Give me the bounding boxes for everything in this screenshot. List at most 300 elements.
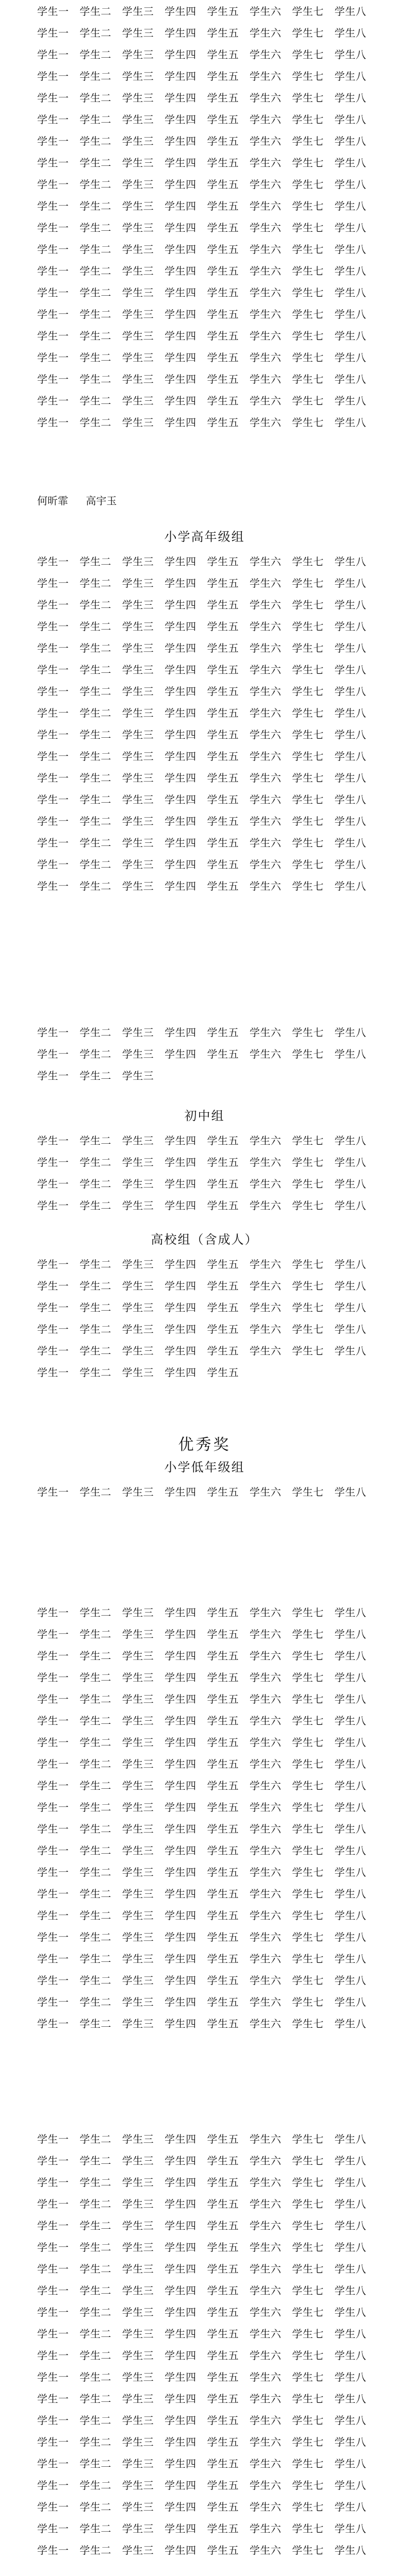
name-cell: 学生六 [249,2479,282,2492]
name-cell: 学生四 [165,2241,197,2253]
name-cell: 学生八 [334,1758,367,1770]
name-cell: 学生一 [37,1693,69,1705]
name-cell: 学生四 [165,1780,197,1792]
name-cell: 学生四 [165,27,197,39]
name-cell: 学生八 [334,2436,367,2448]
name-cell: 学生五 [207,2133,239,2145]
section-title-s4: 高校组（含成人） [151,1232,258,1247]
name-cell: 学生四 [165,1844,197,1857]
name-cell: 学生四 [165,2155,197,2167]
name-cell: 学生七 [292,92,324,104]
name-cell: 学生一 [37,157,69,169]
name-cell: 学生四 [165,1258,197,1270]
name-cell: 学生八 [334,2522,367,2535]
name-cell: 学生一 [37,2284,69,2297]
name-cell: 学生四 [165,135,197,147]
name-cell: 学生三 [122,728,154,741]
name-cell: 学生四 [165,1931,197,1943]
name-cell: 学生三 [122,2436,154,2448]
name-cell: 学生六 [249,70,282,82]
name-cell: 学生五 [207,1323,239,1335]
name-cell: 学生八 [334,1844,367,1857]
name-cell: 学生五 [207,2349,239,2362]
name-cell: 学生八 [334,48,367,61]
name-cell: 学生七 [292,373,324,385]
name-cell: 学生一 [37,330,69,342]
name-cell: 学生二 [79,70,111,82]
name-cell: 学生七 [292,620,324,633]
name-cell: 学生二 [79,1366,111,1379]
name-cell: 学生二 [79,157,111,169]
name-cell: 学生五 [207,222,239,234]
name-cell: 学生二 [79,1606,111,1619]
name-cell: 学生七 [292,2328,324,2340]
name-cell: 学生八 [334,2458,367,2470]
name-cell: 学生五 [207,837,239,849]
name-cell: 学生八 [334,1048,367,1060]
name-cell: 学生五 [207,2155,239,2167]
name-cell: 学生五 [207,1486,239,1498]
name-cell: 学生四 [165,2393,197,2405]
name-cell: 学生一 [37,1134,69,1147]
name-cell: 学生五 [207,577,239,589]
name-cell: 学生四 [165,728,197,741]
name-cell: 学生七 [292,555,324,568]
name-cell: 学生四 [165,1693,197,1705]
name-cell: 学生一 [37,1953,69,1965]
name-cell: 学生七 [292,664,324,676]
name-cell: 学生一 [37,373,69,385]
name-cell: 学生七 [292,1758,324,1770]
name-cell: 学生四 [165,1156,197,1168]
name-cell: 学生四 [165,351,197,364]
name-cell: 学生三 [122,2155,154,2167]
name-cell: 学生六 [249,2371,282,2383]
name-cell: 学生五 [207,157,239,169]
name-cell: 学生七 [292,2198,324,2210]
name-cell: 学生七 [292,2544,324,2556]
name-cell: 学生三 [122,308,154,320]
name-cell: 学生二 [79,1758,111,1770]
name-cell: 学生七 [292,1323,324,1335]
name-cell: 学生四 [165,1715,197,1727]
name-cell: 学生八 [334,1345,367,1357]
name-cell: 学生四 [165,2219,197,2232]
name-cell: 学生三 [122,1844,154,1857]
name-cell: 学生七 [292,178,324,191]
name-cell: 学生一 [37,1823,69,1835]
name-cell: 学生三 [122,70,154,82]
name-cell: 学生一 [37,1996,69,2008]
name-cell: 学生八 [334,1650,367,1662]
name-cell: 学生一 [37,2176,69,2189]
name-cell: 学生五 [207,351,239,364]
name-cell: 学生三 [122,330,154,342]
name-cell: 学生七 [292,2133,324,2145]
name-cell: 学生二 [79,837,111,849]
name-cell: 学生三 [122,1156,154,1168]
name-cell: 学生五 [207,1715,239,1727]
name-cell: 学生六 [249,27,282,39]
name-cell: 学生六 [249,2544,282,2556]
name-cell: 学生五 [207,728,239,741]
name-cell: 学生六 [249,1134,282,1147]
name-cell: 学生五 [207,1178,239,1190]
name-cell: 学生三 [122,1780,154,1792]
name-cell: 学生一 [37,395,69,407]
name-cell: 学生四 [165,222,197,234]
name-cell: 学生六 [249,1345,282,1357]
name-cell: 学生六 [249,286,282,299]
name-cell: 学生一 [37,27,69,39]
name-cell: 学生二 [79,1301,111,1314]
name-cell: 学生六 [249,1758,282,1770]
name-cell: 学生一 [37,135,69,147]
name-cell: 学生二 [79,793,111,806]
name-cell: 学生六 [249,880,282,892]
name-cell: 学生一 [37,1026,69,1039]
name-cell: 学生一 [37,2349,69,2362]
name-cell: 学生五 [207,1866,239,1878]
name-cell: 学生一 [37,222,69,234]
name-cell: 学生四 [165,750,197,762]
name-cell: 学生六 [249,1628,282,1640]
name-cell: 学生三 [122,1301,154,1314]
name-cell: 学生四 [165,200,197,212]
name-cell: 学生一 [37,286,69,299]
name-cell: 学生五 [207,1199,239,1212]
name-cell: 学生四 [165,5,197,18]
name-cell: 学生二 [79,243,111,256]
name-cell: 学生八 [334,265,367,277]
name-cell: 学生二 [79,772,111,784]
name-cell: 学生一 [37,1758,69,1770]
name-cell: 学生七 [292,750,324,762]
name-cell: 学生三 [122,880,154,892]
name-cell: 学生五 [207,1844,239,1857]
name-cell: 学生七 [292,1628,324,1640]
name-cell: 学生四 [165,2018,197,2030]
name-cell: 学生一 [37,1650,69,1662]
name-cell: 学生二 [79,880,111,892]
name-cell: 学生五 [207,1134,239,1147]
name-cell: 学生八 [334,5,367,18]
name-cell: 学生二 [79,728,111,741]
name-cell: 学生一 [37,1178,69,1190]
name-cell: 学生五 [207,2263,239,2275]
name-cell: 学生八 [334,2219,367,2232]
name-cell: 学生四 [165,330,197,342]
name-cell: 学生四 [165,1888,197,1900]
name-cell: 学生六 [249,1996,282,2008]
name-cell: 学生八 [334,27,367,39]
name-cell: 学生二 [79,1844,111,1857]
name-cell: 学生六 [249,1909,282,1922]
name-cell: 学生六 [249,599,282,611]
name-cell: 学生三 [122,1671,154,1684]
name-cell: 学生一 [37,5,69,18]
name-cell: 学生六 [249,1953,282,1965]
name-cell: 学生八 [334,1888,367,1900]
name-cell: 学生二 [79,1974,111,1987]
name-cell: 学生二 [79,330,111,342]
name-cell: 学生七 [292,286,324,299]
name-cell: 学生二 [79,1909,111,1922]
name-cell: 学生三 [122,2241,154,2253]
name-cell: 学生一 [37,1736,69,1749]
name-cell: 学生六 [249,1606,282,1619]
name-cell: 学生六 [249,1931,282,1943]
name-cell: 学生五 [207,1996,239,2008]
name-cell: 学生一 [37,1606,69,1619]
name-cell: 学生二 [79,2263,111,2275]
name-cell: 学生八 [334,2241,367,2253]
name-cell: 学生三 [122,2176,154,2189]
name-cell: 学生四 [165,2198,197,2210]
name-cell: 学生三 [122,1258,154,1270]
name-cell: 学生四 [165,2284,197,2297]
name-cell: 学生七 [292,416,324,429]
name-cell: 学生四 [165,286,197,299]
name-cell: 学生一 [37,2393,69,2405]
name-cell: 学生六 [249,2328,282,2340]
name-cell: 学生二 [79,135,111,147]
section-title-s3: 初中组 [184,1109,225,1123]
name-cell: 学生三 [122,395,154,407]
name-cell: 学生一 [37,1070,69,1082]
name-cell: 学生四 [165,1280,197,1292]
name-cell: 学生一 [37,1628,69,1640]
name-cell: 学生一 [37,2306,69,2318]
award-subtitle: 小学低年级组 [164,1460,245,1475]
name-cell: 学生三 [122,1888,154,1900]
name-cell: 学生三 [122,1931,154,1943]
name-cell: 学生二 [79,815,111,827]
name-cell: 学生三 [122,2133,154,2145]
name-cell: 学生三 [122,642,154,654]
name-cell: 学生一 [37,772,69,784]
name-cell: 学生一 [37,1323,69,1335]
name-cell: 学生四 [165,1345,197,1357]
name-cell: 学生一 [37,2501,69,2513]
name-cell: 学生五 [207,2371,239,2383]
name-cell: 学生三 [122,1715,154,1727]
name-cell: 学生八 [334,750,367,762]
name-cell: 学生五 [207,1931,239,1943]
name-cell: 学生五 [207,286,239,299]
name-cell: 学生四 [165,772,197,784]
name-cell: 学生三 [122,1280,154,1292]
name-cell: 学生二 [79,577,111,589]
name-cell: 学生三 [122,2458,154,2470]
name-cell: 学生六 [249,2241,282,2253]
name-cell: 学生六 [249,2176,282,2189]
name-cell: 学生二 [79,2306,111,2318]
name-cell: 学生六 [249,113,282,126]
name-cell: 学生三 [122,157,154,169]
name-cell: 学生三 [122,858,154,871]
name-cell: 学生一 [37,1866,69,1878]
name-cell: 学生七 [292,395,324,407]
name-cell: 学生三 [122,1909,154,1922]
name-cell: 学生五 [207,92,239,104]
name-cell: 学生五 [207,1888,239,1900]
name-cell: 学生四 [165,416,197,429]
name-cell: 学生六 [249,1258,282,1270]
name-cell: 学生六 [249,1301,282,1314]
name-cell: 学生七 [292,1888,324,1900]
name-cell: 学生八 [334,1715,367,1727]
name-cell: 学生七 [292,880,324,892]
name-cell: 学生七 [292,1974,324,1987]
name-cell: 学生八 [334,1199,367,1212]
name-cell: 学生六 [249,2219,282,2232]
name-cell: 学生七 [292,2241,324,2253]
name-cell: 学生六 [249,750,282,762]
name-cell: 学生三 [122,2522,154,2535]
name-cell: 学生三 [122,2544,154,2556]
name-cell: 学生四 [165,48,197,61]
name-cell: 学生二 [79,5,111,18]
name-cell: 学生五 [207,395,239,407]
name-cell: 学生四 [165,1486,197,1498]
name-cell: 学生六 [249,555,282,568]
name-cell: 学生五 [207,1026,239,1039]
name-cell: 学生二 [79,27,111,39]
name-cell: 学生八 [334,728,367,741]
name-cell: 学生二 [79,1931,111,1943]
name-cell: 学生五 [207,2306,239,2318]
name-cell: 学生七 [292,1715,324,1727]
name-cell: 学生二 [79,555,111,568]
names-grid-s1 [37,5,372,429]
name-cell: 学生三 [122,135,154,147]
name-cell: 学生一 [37,2436,69,2448]
name-cell: 学生一 [37,2133,69,2145]
name-cell: 学生八 [334,2544,367,2556]
name-cell: 学生一 [37,351,69,364]
name-cell: 学生三 [122,1134,154,1147]
name-cell: 学生六 [249,2284,282,2297]
name-cell: 学生六 [249,2198,282,2210]
name-cell: 学生七 [292,2522,324,2535]
name-cell: 学生四 [165,2133,197,2145]
name-cell: 学生八 [334,373,367,385]
name-cell: 学生七 [292,1801,324,1814]
name-cell: 学生四 [165,1671,197,1684]
name-cell: 学生七 [292,1280,324,1292]
name-cell: 学生六 [249,1048,282,1060]
name-cell: 学生一 [37,1974,69,1987]
name-cell: 学生八 [334,286,367,299]
name-cell: 学生四 [165,858,197,871]
name-cell: 学生八 [334,1801,367,1814]
name-cell: 学生六 [249,1280,282,1292]
name-cell: 学生四 [165,1628,197,1640]
name-cell: 学生八 [334,2371,367,2383]
name-cell: 学生八 [334,620,367,633]
name-cell: 学生二 [79,1996,111,2008]
name-cell: 学生七 [292,1199,324,1212]
name-cell: 学生二 [79,308,111,320]
name-cell: 学生二 [79,1134,111,1147]
name-cell: 学生三 [122,2414,154,2427]
name-cell: 学生三 [122,2219,154,2232]
name-cell: 学生四 [165,308,197,320]
name-cell: 学生五 [207,599,239,611]
name-cell: 学生六 [249,2393,282,2405]
name-cell: 学生八 [334,2414,367,2427]
tail-name: 何昕霏 [37,495,68,507]
name-cell: 学生一 [37,200,69,212]
name-cell: 学生三 [122,1048,154,1060]
name-cell: 学生七 [292,157,324,169]
name-cell: 学生四 [165,2306,197,2318]
name-cell: 学生四 [165,2349,197,2362]
name-cell: 学生一 [37,880,69,892]
name-cell: 学生六 [249,48,282,61]
name-cell: 学生一 [37,243,69,256]
name-cell: 学生三 [122,1628,154,1640]
name-cell: 学生六 [249,416,282,429]
name-cell: 学生六 [249,1801,282,1814]
name-cell: 学生七 [292,1996,324,2008]
tail-names-line [37,495,372,507]
name-cell: 学生二 [79,373,111,385]
names-grid-s6 [37,2133,372,2556]
name-cell: 学生三 [122,2284,154,2297]
name-cell: 学生七 [292,330,324,342]
name-cell: 学生四 [165,707,197,719]
name-cell: 学生一 [37,1715,69,1727]
name-cell: 学生一 [37,1671,69,1684]
name-cell: 学生六 [249,243,282,256]
name-cell: 学生二 [79,599,111,611]
name-cell: 学生八 [334,664,367,676]
name-cell: 学生五 [207,178,239,191]
name-cell: 学生四 [165,880,197,892]
name-cell: 学生七 [292,1345,324,1357]
name-cell: 学生五 [207,555,239,568]
name-cell: 学生六 [249,1736,282,1749]
name-cell: 学生一 [37,1366,69,1379]
name-cell: 学生三 [122,599,154,611]
name-cell: 学生四 [165,837,197,849]
name-cell: 学生八 [334,1178,367,1190]
name-cell: 学生六 [249,92,282,104]
name-cell: 学生五 [207,815,239,827]
name-cell: 学生二 [79,2176,111,2189]
name-cell: 学生七 [292,2284,324,2297]
name-cell: 学生二 [79,642,111,654]
name-cell: 学生七 [292,1909,324,1922]
name-cell: 学生一 [37,48,69,61]
name-cell: 学生二 [79,1156,111,1168]
names-grid-award [37,1486,372,1498]
name-cell: 学生七 [292,1156,324,1168]
name-cell: 学生七 [292,2371,324,2383]
name-cell: 学生五 [207,1301,239,1314]
name-cell: 学生六 [249,308,282,320]
name-cell: 学生六 [249,351,282,364]
name-cell: 学生四 [165,1366,197,1379]
name-cell: 学生五 [207,1650,239,1662]
name-cell: 学生二 [79,1780,111,1792]
name-cell: 学生三 [122,1801,154,1814]
name-cell: 学生一 [37,750,69,762]
name-cell: 学生四 [165,2522,197,2535]
name-cell: 学生三 [122,793,154,806]
